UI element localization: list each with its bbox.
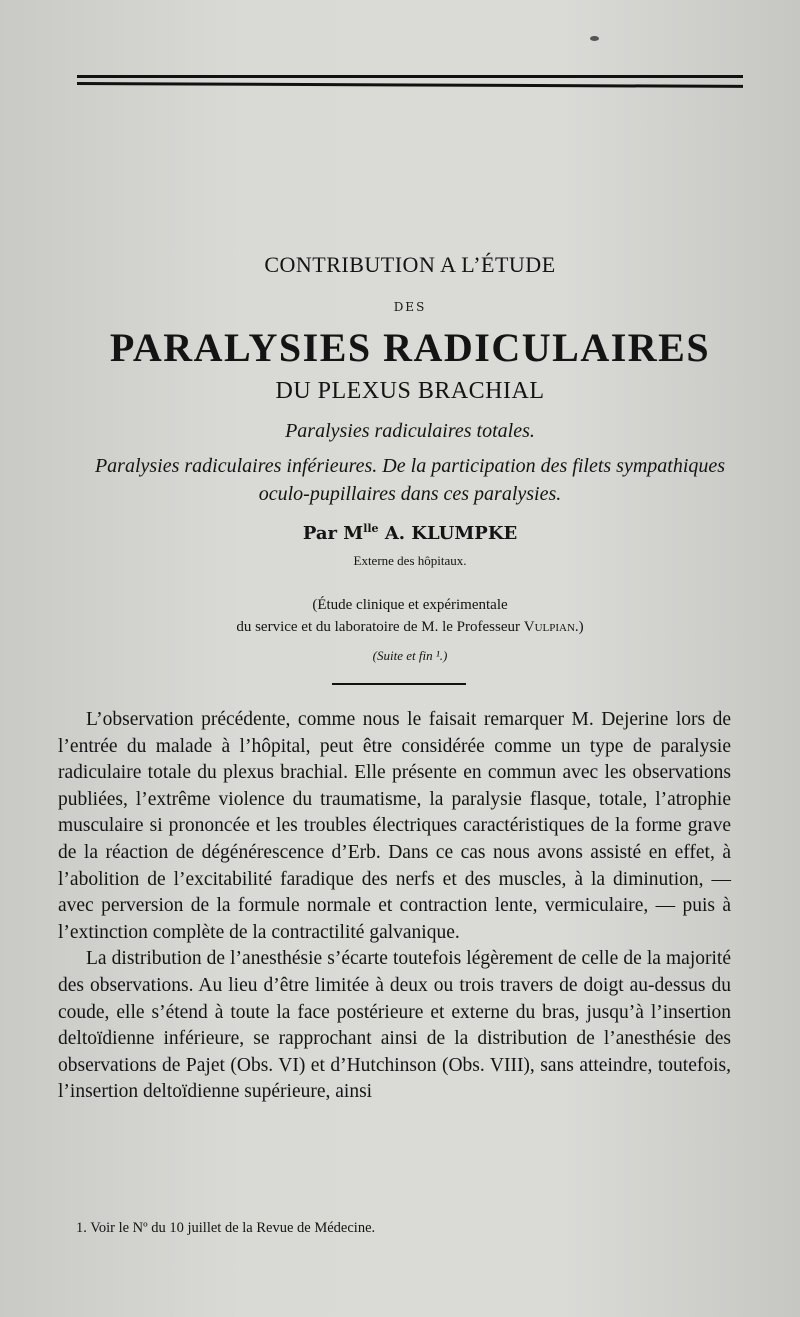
- italic-subtitle-2: Paralysies radiculaires inférieures. De la participation des filets sympathiques oculo-pupillaires dans ces paralysies.: [94, 455, 726, 505]
- article-body: [58, 707, 731, 1106]
- author-prefix: Par M: [302, 523, 364, 544]
- suite-note: (Suite et fin ¹.): [372, 648, 448, 663]
- des-heading: DES: [393, 300, 427, 314]
- author-name: A. KLUMPKE: [384, 523, 518, 544]
- header-double-rule: [77, 70, 745, 98]
- contribution-heading: CONTRIBUTION A L’ÉTUDE: [264, 252, 556, 277]
- professor-name: Vulpian.): [523, 619, 584, 635]
- ink-speck: [590, 36, 599, 41]
- paragraph-2: La distribution de l’anesthésie s’écarte toutefois légèrement de celle de la majorité des observations. Au lieu d’être limitée à deux ou trois travers de doigt au-dessus du coude, elle s’étend à toute la face postérieure et externe du bras, jusqu’à l’insertion deltoïdienne inférieure, se rapprochant ainsi de la distribution de l’anesthésie des observations de Pajet (Obs. VI) et d’Hutchinson (Obs. VIII), sans atteindre, toutefois, l’insertion deltoïdienne supérieure, ainsi: [58, 948, 731, 1103]
- study-note-line-1: (Étude clinique et expérimentale: [312, 597, 508, 613]
- footnote: 1. Voir le Nº du 10 juillet de la Revue de Médecine.: [76, 1220, 376, 1236]
- main-title: PARALYSIES RADICULAIRES: [109, 325, 711, 370]
- plexus-subtitle: DU PLEXUS BRACHIAL: [275, 378, 545, 404]
- study-note-line-2: du service et du laboratoire de M. le Professeur Vulpian.): [236, 619, 584, 635]
- study-note: [60, 594, 760, 638]
- author-title-sup: lle: [363, 522, 379, 535]
- section-divider: [332, 683, 466, 685]
- author-role: Externe des hôpitaux.: [353, 553, 467, 568]
- author-line: [60, 522, 760, 544]
- italic-subtitle-1: Paralysies radiculaires totales.: [285, 420, 535, 442]
- paragraph-1: L’observation précédente, comme nous le faisait remarquer M. Dejerine lors de l’entrée du malade à l’hôpital, peut être considérée comme un type de paralysie radiculaire totale du plexus brachial. Elle présente en commun avec les observations publiées, l’extrême violence du traumatisme, la paralysie flasque, totale, l’atrophie musculaire si prononcée et les troubles électriques caractéristiques de la forme grave de la réaction de dégénérescence d’Erb. Dans ce cas nous avons assisté en effet, à l’abolition de l’excitabilité faradique des nerfs et des muscles, à la diminution, — avec perversion de la formule normale et contraction lente, vermiculaire, — puis à l’extinction complète de la contractilité galvanique.: [58, 709, 731, 943]
